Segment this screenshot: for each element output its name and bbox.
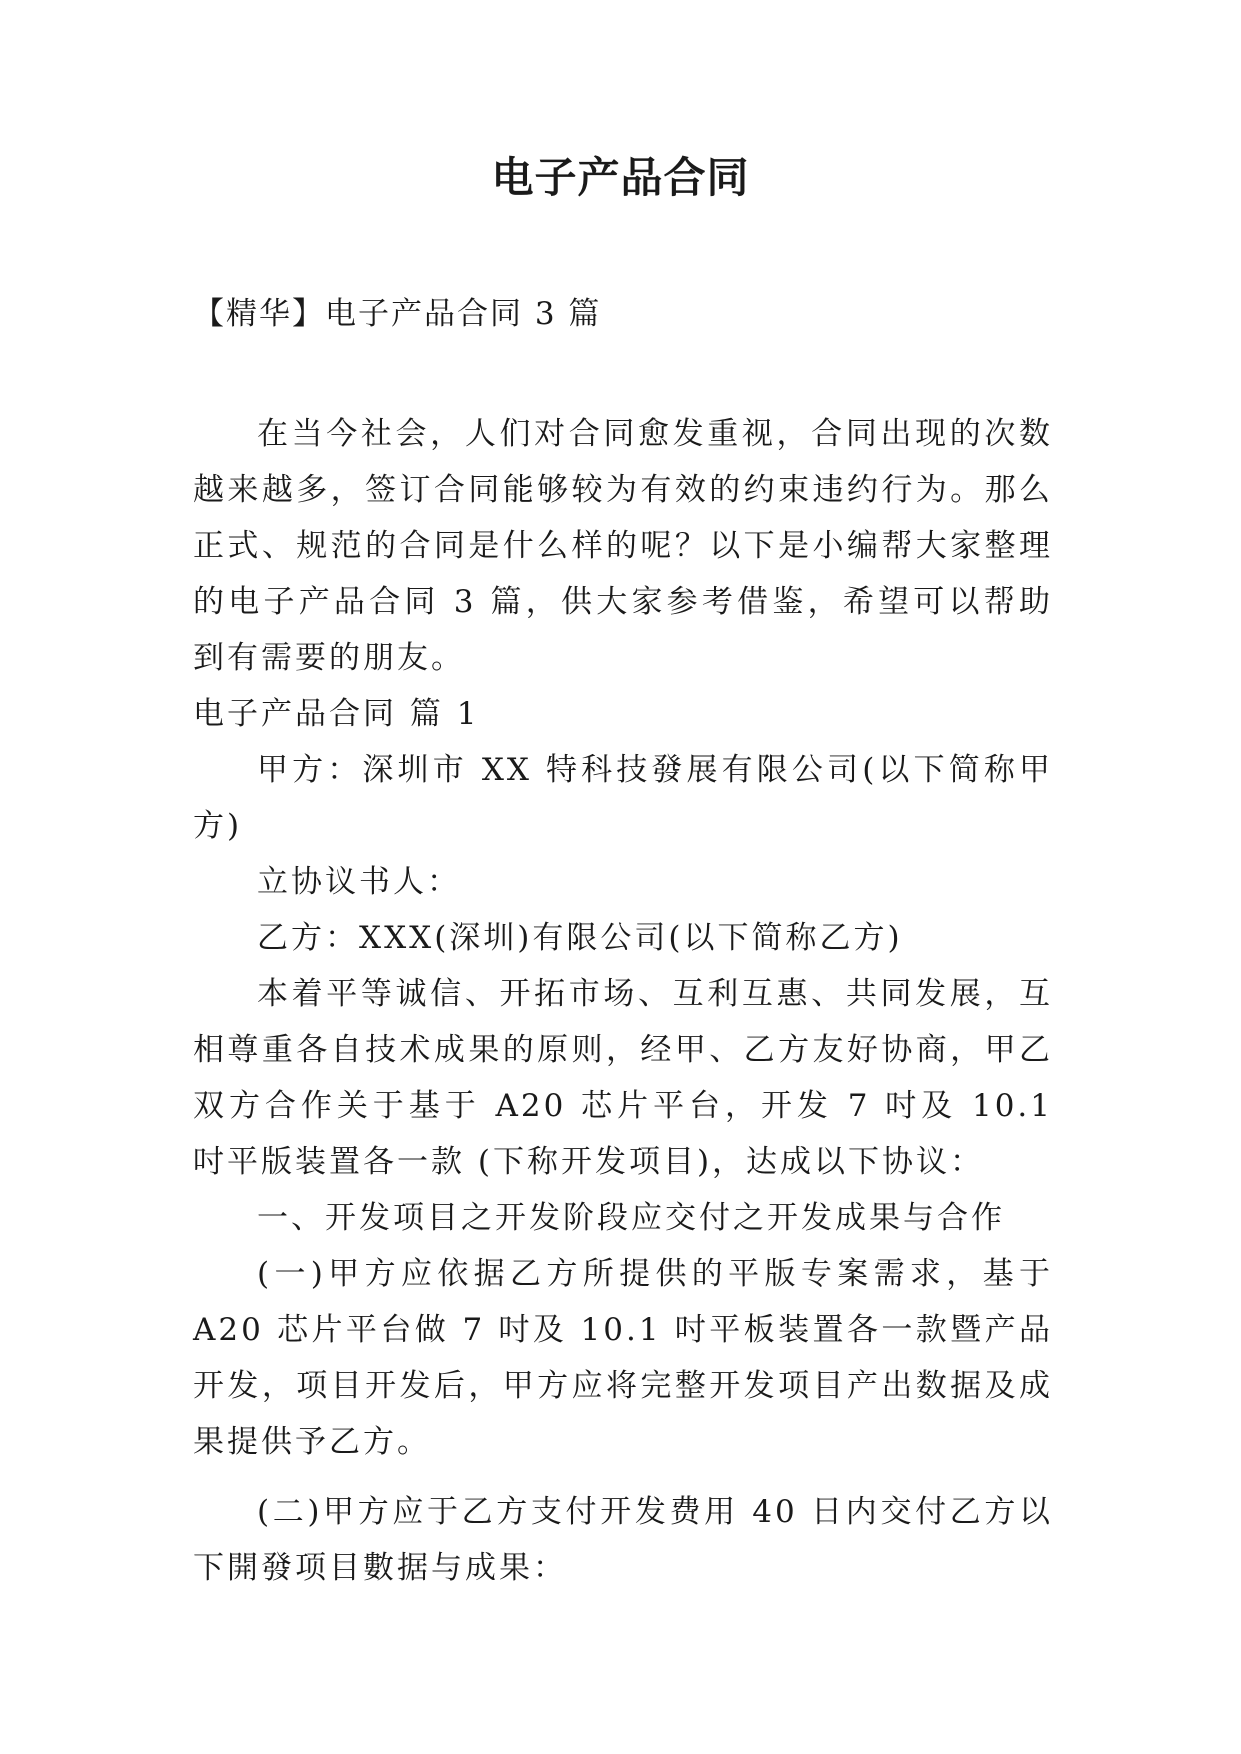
document-body: [193, 406, 1053, 1596]
document-subtitle: 【精华】电子产品合同 3 篇: [193, 296, 602, 332]
intro-paragraph: 在当今社会，人们对合同愈发重视，合同出现的次数越来越多，签订合同能够较为有效的约束违约行为。那么正式、规范的合同是什么样的呢？以下是小编帮大家整理的电子产品合同 3 篇，供大家参考借鉴，希望可以帮助到有需要的朋友。: [193, 416, 1053, 676]
clause-1-1-paragraph: (一)甲方应依据乙方所提供的平版专案需求，基于 A20 芯片平台做 7 吋及 10.1 吋平板装置各一款暨产品开发，项目开发后，甲方应将完整开发项目产出数据及成果提供予乙方。: [193, 1256, 1053, 1460]
clause-heading-1: 一、开发项目之开发阶段应交付之开发成果与合作: [257, 1200, 1005, 1236]
document-title: 电子产品合同: [491, 153, 750, 202]
preamble-paragraph: 本着平等诚信、开拓市场、互利互惠、共同发展，互相尊重各自技术成果的原则，经甲、乙方友好协商，甲乙双方合作关于基于 A20 芯片平台，开发 7 吋及 10.1 吋平版装置各一款 (下称开发项目)，达成以下协议：: [193, 976, 1053, 1180]
party-a-line: 甲方：深圳市 XX 特科技發展有限公司(以下简称甲方): [193, 752, 1053, 844]
signatory-line: 立协议书人：: [257, 864, 461, 900]
party-b-line: 乙方：XXX(深圳)有限公司(以下简称乙方): [257, 920, 903, 956]
clause-1-2-paragraph: (二)甲方应于乙方支付开发费用 40 日内交付乙方以下開發项目數据与成果：: [193, 1494, 1053, 1586]
section-heading: 电子产品合同 篇 1: [193, 696, 480, 732]
